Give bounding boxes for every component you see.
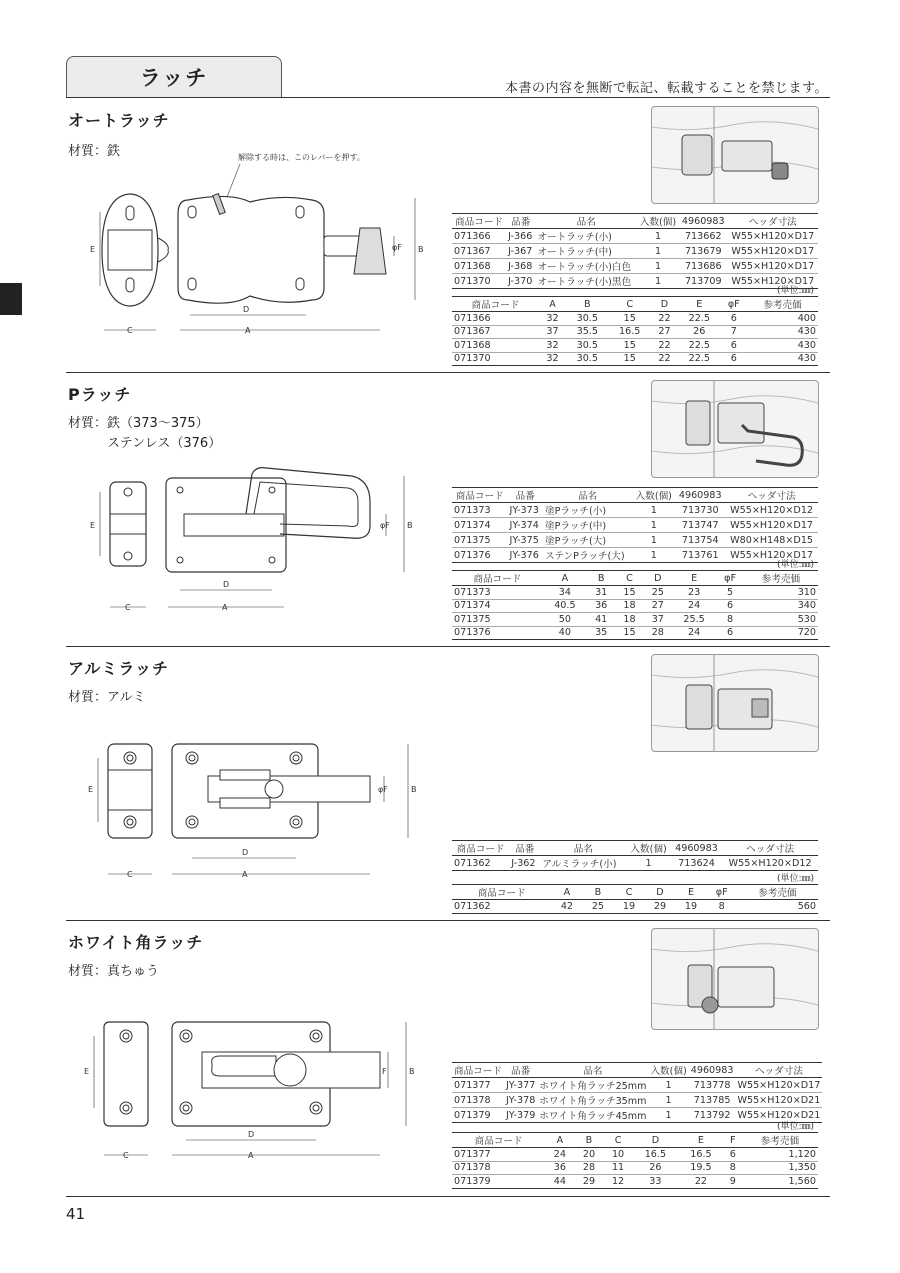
- table-row: 071377 24 20 10 16.5 16.5 6 1,120: [454, 1148, 816, 1160]
- svg-text:E: E: [88, 785, 94, 794]
- svg-text:B: B: [411, 785, 417, 794]
- svg-text:B: B: [418, 245, 424, 254]
- table-row: 071376 JY-376 ステンPラッチ(大) 1 713761 W55×H120×D17: [452, 548, 818, 563]
- unit-note: (単位:㎜): [776, 560, 814, 570]
- table-row: 071377 JY-377 ホワイト角ラッチ25mm 1 713778 W55×H120×D17: [454, 1079, 821, 1092]
- material-white-square-latch: 材質：真ちゅう: [68, 964, 160, 979]
- product-photo-auto-latch: [651, 106, 819, 204]
- page-title-tab: ラッチ: [66, 56, 282, 97]
- svg-text:B: B: [407, 521, 413, 530]
- spec-table-auto-latch-1: 商品コード 品番 品名 入数(個) 4960983 ヘッダ寸法 071366 J-366 オートラッチ(小) 1 713662 W55×H120×D17 071367 J-367 オートラッチ(中) 1 713679 W55×H120×D17 071368 J-368 オートラッチ(小)白色 1 713686 W55×H120×D17 071370 J-370 オートラッチ(小)黒色 1 713709 W55×H120×D17: [452, 213, 818, 289]
- section-title-p-latch: Pラッチ: [68, 385, 132, 404]
- table-row: 071362 J-362 アルミラッチ(小) 1 713624 W55×H120×D12: [452, 856, 818, 871]
- header-rule: [66, 97, 830, 98]
- svg-text:E: E: [90, 245, 96, 254]
- table-row: 071374 JY-374 塗Pラッチ(中) 1 713747 W55×H120×D17: [452, 518, 818, 533]
- drawing-white-square-latch: [80, 1012, 440, 1162]
- unit-note: (単位:㎜): [776, 874, 814, 884]
- drawing-aluminum-latch: [80, 736, 440, 886]
- section-divider: [66, 920, 830, 921]
- svg-text:F: F: [382, 1067, 387, 1076]
- svg-text:D: D: [242, 848, 249, 857]
- svg-text:E: E: [84, 1067, 90, 1076]
- footer-rule: [66, 1196, 830, 1197]
- table-row: 071378 36 28 11 26 19.5 8 1,350: [454, 1162, 816, 1174]
- table-row: 071373 34 31 15 25 23 5 310: [454, 586, 816, 598]
- table-row: 071368 J-368 オートラッチ(小)白色 1 713686 W55×H120×D17: [452, 259, 818, 274]
- page-number: 41: [66, 1205, 86, 1223]
- side-index-mark: [0, 283, 22, 315]
- spec-table-white-square-latch-2: 商品コード A B C D E F 参考売価 071377 24 20 10 16.5 16.5 6 1,120 071378 36 28 11 26 19.5 8 1,350 071379 44 29 12 33 22 9 1,560: [454, 1134, 816, 1187]
- section-divider: [66, 646, 830, 647]
- table-row: 071374 40.5 36 18 27 24 6 340: [454, 600, 816, 612]
- svg-text:φF: φF: [392, 243, 402, 252]
- table-row: 071367 J-367 オートラッチ(中) 1 713679 W55×H120×D17: [452, 244, 818, 259]
- drawing-p-latch: [80, 462, 440, 622]
- spec-table-aluminum-latch-1: 商品コード 品番 品名 入数(個) 4960983 ヘッダ寸法 071362 J-362 アルミラッチ(小) 1 713624 W55×H120×D12: [452, 840, 818, 871]
- table-row: 071362 42 25 19 29 19 8 560: [454, 900, 816, 912]
- table-row: 071368 32 30.5 15 22 22.5 6 430: [454, 339, 816, 351]
- table-row: 071376 40 35 15 28 24 6 720: [454, 627, 816, 639]
- svg-text:A: A: [248, 1151, 254, 1160]
- table-row: 071379 44 29 12 33 22 9 1,560: [454, 1175, 816, 1187]
- product-photo-white-square-latch: [651, 928, 819, 1030]
- svg-text:D: D: [223, 580, 230, 589]
- table-row: 071366 J-366 オートラッチ(小) 1 713662 W55×H120×D17: [452, 229, 818, 244]
- svg-text:C: C: [125, 603, 131, 612]
- drawing-auto-latch: [80, 150, 440, 350]
- svg-text:A: A: [245, 326, 251, 335]
- table-row: 071375 JY-375 塗Pラッチ(大) 1 713754 W80×H148×D15: [452, 533, 818, 548]
- table-row: 071367 37 35.5 16.5 27 26 7 430: [454, 326, 816, 338]
- spec-table-p-latch-2: 商品コード A B C D E φF 参考売価 071373 34 31 15 25 23 5 310 071374 40.5 36 18 27 24 6 340 071375 50 41 18 37 25.5 8 530 071376 40 35 15 28 24 6 720: [454, 572, 816, 639]
- product-photo-aluminum-latch: [651, 654, 819, 752]
- svg-text:D: D: [248, 1130, 255, 1139]
- section-title-auto-latch: オートラッチ: [68, 111, 170, 130]
- table-row: 071366 32 30.5 15 22 22.5 6 400: [454, 312, 816, 324]
- svg-text:φF: φF: [380, 521, 390, 530]
- spec-table-p-latch-1: 商品コード 品番 品名 入数(個) 4960983 ヘッダ寸法 071373 JY-373 塗Pラッチ(小) 1 713730 W55×H120×D12 071374 JY-374 塗Pラッチ(中) 1 713747 W55×H120×D17 071375 JY-375 塗Pラッチ(大) 1 713754 W80×H148×D15 071376 JY-376 ステンPラッチ(大) 1 713761 W55×H120×D17: [452, 487, 818, 563]
- svg-text:C: C: [127, 326, 133, 335]
- svg-text:C: C: [127, 870, 133, 879]
- svg-text:E: E: [90, 521, 96, 530]
- material-aluminum-latch: 材質：アルミ: [68, 690, 146, 705]
- lever-note: 解除する時は、このレバーを押す。: [238, 153, 365, 162]
- table-row: 071378 JY-378 ホワイト角ラッチ35mm 1 713785 W55×H120×D21: [454, 1094, 821, 1107]
- spec-table-auto-latch-2: 商品コード A B C D E φF 参考売価 071366 32 30.5 15 22 22.5 6 400 071367 37 35.5 16.5 27 26 7 430 071368 32 30.5 15 22 22.5 6 430 071370 32 30.5 15 22 22.5 6 430: [454, 298, 816, 365]
- section-title-white-square-latch: ホワイト角ラッチ: [68, 933, 204, 952]
- spec-table-white-square-latch-1: 商品コード 品番 品名 入数(個) 4960983 ヘッダ寸法 071377 JY-377 ホワイト角ラッチ25mm 1 713778 W55×H120×D17 071378 JY-378 ホワイト角ラッチ35mm 1 713785 W55×H120×D21 071379 JY-379 ホワイト角ラッチ45mm 1 713792 W55×H120×D21: [454, 1064, 821, 1122]
- svg-text:B: B: [409, 1067, 415, 1076]
- unit-note: (単位:㎜): [776, 286, 814, 296]
- table-row: 071370 J-370 オートラッチ(小)黒色 1 713709 W55×H120×D17: [452, 274, 818, 289]
- table-row: 071375 50 41 18 37 25.5 8 530: [454, 613, 816, 625]
- section-title-aluminum-latch: アルミラッチ: [68, 659, 170, 678]
- svg-text:D: D: [243, 305, 250, 314]
- product-photo-p-latch: [651, 380, 819, 478]
- copyright-notice: 本書の内容を無断で転記、転載することを禁じます。: [505, 81, 828, 96]
- svg-text:φF: φF: [378, 785, 388, 794]
- section-divider: [66, 372, 830, 373]
- unit-note: (単位:㎜): [776, 1122, 814, 1132]
- svg-text:A: A: [242, 870, 248, 879]
- svg-text:A: A: [222, 603, 228, 612]
- table-row: 071379 JY-379 ホワイト角ラッチ45mm 1 713792 W55×H120×D21: [454, 1109, 821, 1122]
- material-p-latch: 材質：鉄（373〜375） ステンレス（376）: [68, 416, 222, 451]
- spec-table-aluminum-latch-2: 商品コード A B C D E φF 参考売価 071362 42 25 19 29 19 8 560: [454, 886, 816, 912]
- material-auto-latch: 材質：鉄: [68, 144, 121, 159]
- svg-text:C: C: [123, 1151, 129, 1160]
- table-row: 071373 JY-373 塗Pラッチ(小) 1 713730 W55×H120×D12: [452, 503, 818, 518]
- table-row: 071370 32 30.5 15 22 22.5 6 430: [454, 353, 816, 365]
